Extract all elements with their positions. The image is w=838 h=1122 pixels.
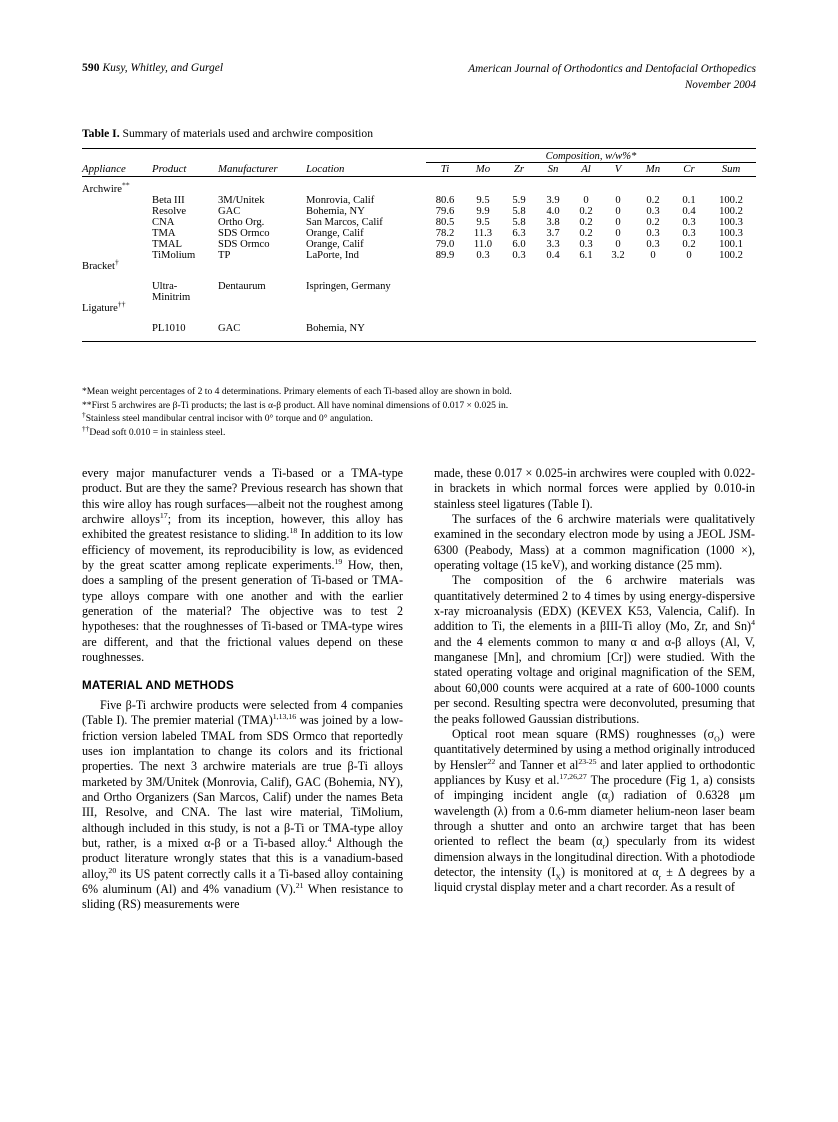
para-text: its US patent correctly calls it a Ti-based alloy containing 6% aluminum (Al) and 4% vanadium (V). — [82, 866, 403, 896]
cell-ti: 89.9 — [435, 250, 455, 261]
paragraph-sem-examination: The surfaces of the 6 archwire materials were qualitatively examined in the secondary electron mode by using a JEOL JSM-6300 (Peabody, Mass) at a common magnification (1000 ×), operating voltage (15 keV), and working distance (25 mm). — [434, 512, 755, 573]
para-text: and the 4 elements common to many α and α-β alloys (Al, V, manganese [Mn], and chromium [Cr]) were studied. With the stated operating voltage and original magnification of the SEM, about 60,000 counts were acquired at a rate of 600-1000 counts per second. Resulting spectra were deconvoluted, presuming that the peaks followed Gaussian distributions. — [434, 634, 755, 726]
para-text: ) radiation of 0.6328 μm wavelength (λ) from a 0.6-mm diameter helium-neon laser beam through a shutter and onto an archwire target that has been oriented to reflect the beam (α — [434, 788, 755, 849]
colhead-zr: Zr — [513, 163, 525, 175]
table-row — [82, 217, 756, 228]
page-folio: 590 — [82, 62, 100, 74]
table-spacer — [82, 314, 756, 323]
cell-sn: 3.8 — [546, 217, 560, 228]
cell-v: 0 — [615, 195, 621, 206]
cell-product: TMAL — [152, 239, 183, 250]
cell-v: 0 — [615, 239, 621, 250]
cell-cr: 0.3 — [682, 217, 696, 228]
group-name-archwire: Archwire — [82, 184, 123, 195]
running-head-right — [468, 62, 756, 93]
cell-location: Orange, Calif — [306, 228, 364, 239]
para-text: and Tanner et al — [495, 757, 579, 772]
para-text: ) is monitored at α — [561, 864, 659, 879]
para-text: Five β-Ti archwire products were selected from 4 companies (Table I). The premier material (TMA) — [82, 697, 403, 728]
cell-mn: 0.2 — [646, 195, 660, 206]
table-row — [82, 250, 756, 261]
cell-sum: 100.1 — [719, 239, 743, 250]
footnote-marker: †† — [82, 423, 90, 433]
footnote-text: Mean weight percentages of 2 to 4 determinations. Primary elements of each Ti-based alloy are shown in bold. — [86, 386, 512, 397]
table-row-continuation — [82, 292, 756, 303]
table-caption-text: Summary of materials used and archwire composition — [122, 127, 373, 140]
para-text: ) were quantitatively determined by using a method originally introduced by Hensler — [434, 726, 755, 772]
table-column-header-row — [82, 163, 756, 176]
cell-ti: 78.2 — [435, 228, 455, 239]
cell-mn: 0.3 — [646, 228, 660, 239]
group-marker-archwire: ** — [122, 180, 130, 190]
para-text: The procedure (Fig 1, a) consists of impinging incident angle (α — [434, 772, 755, 803]
cell-sum: 100.2 — [719, 195, 743, 206]
cell-cr: 0.2 — [682, 239, 696, 250]
reference-1-13-16: 1,13,16 — [272, 712, 297, 722]
cell-manufacturer: GAC — [218, 323, 241, 334]
reference-17-26-27: 17,26,27 — [559, 771, 587, 781]
cell-sum: 100.3 — [719, 217, 743, 228]
group-marker-bracket: † — [114, 257, 119, 267]
footnote-3 — [82, 412, 758, 426]
cell-al: 0.2 — [579, 228, 593, 239]
table-spacer — [82, 177, 756, 185]
subscript-r2: r — [658, 872, 662, 882]
cell-sum: 100.2 — [719, 206, 743, 217]
table-row — [82, 206, 756, 217]
cell-sum: 100.3 — [719, 228, 743, 239]
cell-v: 3.2 — [611, 250, 625, 261]
cell-sn: 3.7 — [546, 228, 560, 239]
reference-18: 18 — [289, 526, 298, 536]
table-label: Table I. — [82, 127, 120, 140]
table-spacer — [82, 334, 756, 342]
cell-mn: 0.3 — [646, 206, 660, 217]
table-group-label-row — [82, 261, 756, 272]
cell-mo: 9.5 — [476, 217, 490, 228]
group-marker-ligature: †† — [117, 299, 126, 309]
para-text: was joined by a low-friction version labeled TMAL from SDS Ormco that reportedly uses ion implantation to change its colors and its frictional properties. The next 3 archwire materials are true β-Ti alloys marketed by 3M/Unitek (Monrovia, Calif), GAC (Bohemia, NY), and Ortho Organizers (San Marcos, Calif) under the names Beta III, Resolve, and CNA. The last wire material, TiMolium, although included in this study, is not a β-Ti or TMA-type alloy but, rather, is a mixed α-β or a Ti-based alloy. — [82, 713, 403, 850]
table-bottom-rule — [82, 342, 756, 345]
colhead-al: Al — [581, 163, 591, 175]
table-footnotes — [82, 385, 758, 439]
para-text: The composition of the 6 archwire materials was quantitatively determined 2 to 4 times by using energy-dispersive x-ray microanalysis (EDX) (KEVEX K53, Valencia, Calif). In addition to Ti, the elements in a βIII-Ti alloy (Mo, Zr, and Sn) — [434, 573, 755, 634]
cell-cr: 0.3 — [682, 228, 696, 239]
table-row — [82, 228, 756, 239]
cell-location: Ispringen, Germany — [306, 281, 391, 292]
footnote-text: Dead soft 0.010 = in stainless steel. — [89, 426, 226, 438]
reference-17: 17 — [159, 511, 168, 520]
para-text: ± Δ degrees by a liquid crystal display meter and a chart recorder. As a result of — [434, 864, 755, 895]
cell-zr: 5.8 — [512, 206, 526, 217]
reference-19: 19 — [334, 557, 343, 567]
cell-ti: 79.6 — [435, 206, 455, 217]
reference-23-25: 23-25 — [578, 756, 597, 766]
cell-sn: 4.0 — [546, 206, 560, 217]
body-column-left — [82, 466, 403, 913]
composition-group-header: Composition, w/w%* — [426, 151, 756, 163]
para-text: When resistance to sliding (RS) measurements were — [82, 881, 403, 912]
colhead-cr: Cr — [683, 163, 695, 175]
para-text: Although the product literature wrongly states that this is a vanadium-based alloy, — [82, 835, 403, 881]
para-text: In addition to its low efficiency of movement, its reproducibility is low, as evidenced by the great scatter among replicate experiments. — [82, 527, 403, 573]
cell-manufacturer: Ortho Org. — [218, 217, 265, 228]
para-text: How, then, does a sampling of the present generation of Ti-based or TMA-type alloys compare with one another and with the earlier generation of the material? The objective was to test 2 hypotheses: that the roughnesses of Ti-based or TMA-type wires are different, and that the frictional values depend on these roughnesses. — [82, 558, 403, 665]
cell-location: LaPorte, Ind — [306, 250, 359, 261]
reference-22: 22 — [487, 756, 496, 766]
cell-cr: 0 — [686, 250, 692, 261]
cell-manufacturer: GAC — [218, 206, 241, 217]
cell-ti: 80.5 — [435, 217, 455, 228]
footnote-2 — [82, 399, 758, 413]
cell-al: 0.2 — [579, 206, 593, 217]
table-block — [82, 127, 756, 344]
issue-date: November 2004 — [684, 78, 756, 91]
paragraph-composition-edx — [434, 573, 755, 726]
cell-ti: 80.6 — [435, 195, 455, 206]
materials-table — [82, 148, 756, 344]
para-text: ) specularly from its widest dimension always in the longitudinal direction. With a photodiode detector, the intensity (I — [434, 834, 755, 879]
cell-mo: 11.3 — [473, 228, 493, 239]
table-row — [82, 239, 756, 250]
subscript-O: O — [714, 734, 720, 744]
colhead-location: Location — [306, 163, 345, 175]
cell-product: TMA — [152, 228, 176, 239]
journal-title: American Journal of Orthodontics and Dentofacial Orthopedics — [468, 63, 756, 75]
cell-mn: 0.3 — [646, 239, 660, 250]
reference-4: 4 — [327, 834, 332, 844]
running-head-left — [82, 62, 223, 74]
cell-product: Ultra- — [152, 281, 178, 292]
subscript-r: r — [602, 841, 606, 851]
colhead-manufacturer: Manufacturer — [218, 163, 278, 175]
cell-al: 0 — [583, 195, 589, 206]
colhead-mn: Mn — [645, 163, 661, 175]
cell-zr: 6.0 — [512, 239, 526, 250]
cell-product: CNA — [152, 217, 175, 228]
para-text: Optical root mean square (RMS) roughnesses (σ — [452, 726, 715, 741]
cell-cr: 0.4 — [682, 206, 696, 217]
table-group-header-row — [82, 151, 756, 163]
cell-location: Orange, Calif — [306, 239, 364, 250]
section-heading-material-and-methods: MATERIAL AND METHODS — [82, 679, 234, 693]
table-row — [82, 281, 756, 292]
group-name-bracket: Bracket — [82, 261, 115, 272]
cell-manufacturer: Dentaurum — [218, 281, 266, 292]
reference-4: 4 — [751, 618, 755, 628]
cell-mo: 9.9 — [476, 206, 490, 217]
footnote-text: Stainless steel mandibular central incisor with 0° torque and 0° angulation. — [85, 413, 373, 425]
cell-mo: 11.0 — [473, 239, 493, 250]
table-row — [82, 323, 756, 334]
colhead-product: Product — [152, 163, 187, 175]
cell-location: San Marcos, Calif — [306, 217, 383, 228]
cell-location: Bohemia, NY — [306, 206, 365, 217]
running-head — [82, 62, 756, 102]
cell-manufacturer: SDS Ormco — [218, 239, 270, 250]
footnote-4 — [82, 423, 758, 440]
colhead-mo: Mo — [475, 163, 491, 175]
cell-al: 6.1 — [579, 250, 593, 261]
table-row — [82, 195, 756, 206]
table-group-label-row — [82, 184, 756, 195]
cell-v: 0 — [615, 228, 621, 239]
cell-manufacturer: 3M/Unitek — [218, 195, 265, 206]
cell-v: 0 — [615, 217, 621, 228]
cell-product: TiMolium — [152, 250, 196, 261]
cell-sum: 100.2 — [719, 250, 743, 261]
cell-mn: 0 — [650, 250, 656, 261]
cell-location: Monrovia, Calif — [306, 195, 375, 206]
cell-ti: 79.0 — [435, 239, 455, 250]
reference-20: 20 — [108, 865, 117, 875]
cell-mo: 0.3 — [476, 250, 490, 261]
colhead-sn: Sn — [547, 163, 559, 175]
para-text: every major manufacturer vends a Ti-based or a TMA-type product. But are they the same? Previous research has shown that this wire alloy has rough surfaces—albeit not the roughest among archwire alloys — [82, 466, 403, 527]
cell-v: 0 — [615, 206, 621, 217]
running-head-authors: Kusy, Whitley, and Gurgel — [102, 62, 224, 74]
cell-product: PL1010 — [152, 323, 186, 334]
cell-manufacturer: SDS Ormco — [218, 228, 270, 239]
cell-location: Bohemia, NY — [306, 323, 365, 334]
paragraph-continued — [82, 466, 403, 665]
cell-sn: 3.3 — [546, 239, 560, 250]
footnote-1 — [82, 385, 758, 399]
table-spacer — [82, 272, 756, 281]
cell-product: Resolve — [152, 206, 187, 217]
body-column-right — [434, 466, 755, 896]
paragraph-methods-1 — [82, 698, 403, 913]
cell-al: 0.3 — [579, 239, 593, 250]
footnote-marker: * — [82, 386, 87, 397]
cell-manufacturer: TP — [218, 250, 231, 261]
colhead-appliance: Appliance — [82, 163, 126, 175]
cell-zr: 5.9 — [512, 195, 526, 206]
para-text: ; from its inception, however, this alloy has exhibited the greatest resistance to sliding. — [82, 512, 403, 542]
cell-zr: 5.8 — [512, 217, 526, 228]
cell-mo: 9.5 — [476, 195, 490, 206]
cell-sn: 0.4 — [546, 250, 560, 261]
cell-al: 0.2 — [579, 217, 593, 228]
table-group-label-row — [82, 303, 756, 314]
colhead-ti: Ti — [440, 163, 450, 175]
footnote-text: First 5 archwires are β-Ti products; the last is α-β product. All have nominal dimensions of 0.017 × 0.025 in. — [91, 399, 509, 411]
cell-cr: 0.1 — [682, 195, 696, 206]
subscript-i: i — [607, 795, 611, 805]
footnote-marker: † — [82, 410, 86, 419]
footnote-marker: ** — [82, 399, 92, 411]
cell-zr: 0.3 — [512, 250, 526, 261]
colhead-v: V — [614, 163, 622, 175]
cell-product-line2: Minitrim — [152, 292, 191, 303]
reference-21: 21 — [295, 880, 304, 890]
cell-sn: 3.9 — [546, 195, 560, 206]
cell-mn: 0.2 — [646, 217, 660, 228]
paragraph-continued: made, these 0.017 × 0.025-in archwires were coupled with 0.022-in brackets in which normal forces were applied by 0.010-in stainless steel ligatures (Table I). — [434, 466, 755, 511]
colhead-sum: Sum — [721, 163, 741, 175]
para-text: and later applied to orthodontic appliances by Kusy et al. — [434, 757, 755, 787]
group-name-ligature: Ligature — [82, 303, 118, 314]
paragraph-optical-rms — [434, 727, 755, 896]
subscript-X: X — [555, 872, 562, 882]
table-caption — [82, 127, 756, 140]
cell-product: Beta III — [152, 195, 185, 206]
cell-zr: 6.3 — [512, 228, 526, 239]
